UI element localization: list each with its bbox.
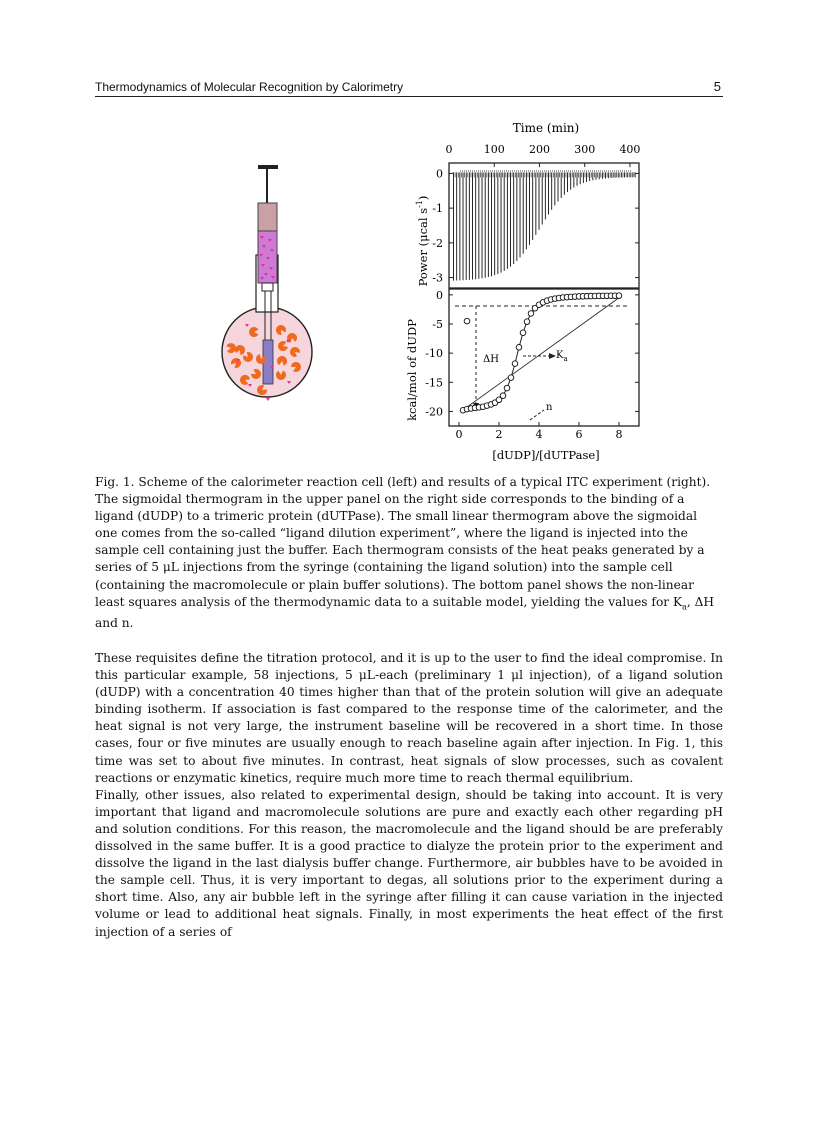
upper-ylabel-tail: ) [416, 195, 430, 201]
isotherm-point [616, 293, 622, 299]
plunger-block [258, 203, 277, 231]
upper-ytick-label: 0 [436, 167, 443, 181]
lower-panel [425, 289, 639, 426]
isotherm-point [508, 375, 514, 381]
first-injection-point [464, 318, 470, 324]
bottom-tick-label: 8 [615, 428, 623, 441]
caption-text-end: , ΔH and n. [95, 594, 715, 631]
page-number: 5 [713, 79, 721, 94]
calorimeter-scheme [222, 165, 312, 401]
Ka-label [556, 350, 568, 363]
caption-text: Fig. 1. Scheme of the calorimeter reaction cell (left) and results of a typical ITC experiment (right). The sigmoidal thermogram in the upper panel on the right side corresponds to the binding of a ligand (dUDP) to a trimeric protein (dUTPase). The small linear thermogram above the sigmoidal one comes from the so-called “ligand dilution experiment”, where the ligand is injected into the sample cell containing just the buffer. Each thermogram consists of the heat peaks generated by a series of 5 μL injections from the syringe (containing the ligand solution) into the sample cell (containing the macromolecule or plain buffer solutions). The bottom panel shows the non-linear least squares analysis of the thermodynamic data to a suitable model, yielding the values for K [95, 475, 711, 609]
lower-y-axis-label: kcal/mol of dUDP [405, 319, 419, 421]
isotherm-points [460, 293, 622, 413]
thermogram-peaks [454, 172, 636, 280]
plunger-handle [258, 165, 278, 169]
top-tick-label: 300 [574, 143, 596, 156]
bottom-tick-label: 4 [535, 428, 543, 441]
isotherm-point [504, 385, 510, 391]
upper-ytick-label: -1 [432, 202, 443, 216]
bottom-tick-labels [456, 428, 623, 441]
isotherm-point [516, 344, 522, 350]
figure-caption [95, 474, 723, 632]
caption-subscript: a [682, 602, 687, 612]
running-title: Thermodynamics of Molecular Recognition by Calorimetry [95, 80, 404, 94]
bottom-tick-label: 0 [455, 428, 463, 441]
bottom-axis-label: [dUDP]/[dUTPase] [492, 448, 600, 462]
bottom-tick-label: 6 [575, 428, 583, 441]
n-dashed-line [530, 410, 544, 420]
Ka-label-sub: a [563, 355, 568, 363]
Ka-label-main: K [556, 350, 564, 361]
Ka-arrowhead [549, 353, 556, 359]
upper-y-axis-label [415, 196, 430, 287]
lower-ytick-label: -10 [425, 347, 443, 361]
isotherm-point [520, 330, 526, 336]
lower-ytick-label: -15 [425, 376, 443, 390]
isotherm-point [500, 393, 506, 399]
top-axis-label: Time (min) [512, 121, 580, 135]
dH-label: ΔH [483, 354, 499, 365]
isotherm-point [524, 319, 530, 325]
top-tick-label: 100 [483, 143, 505, 156]
upper-ylabel-main: Power (μcal s [416, 207, 430, 287]
top-tick-label: 400 [619, 143, 641, 156]
isotherm-point [512, 361, 518, 367]
isotherm-point [528, 311, 534, 317]
upper-panel [432, 163, 639, 288]
upper-ytick-label: -3 [432, 271, 443, 285]
lower-ytick-label: -20 [425, 405, 443, 419]
top-tick-label: 0 [445, 143, 453, 156]
lower-ytick-label: 0 [436, 288, 443, 302]
top-tick-label: 200 [528, 143, 550, 156]
bottom-tick-label: 2 [495, 428, 503, 441]
upper-ylabel-sup: -1 [415, 200, 424, 208]
paragraph: Finally, other issues, also related to experimental design, should be taking into account. It is very important that ligand and macromolecule solutions are pure and exactly each other regarding pH and solution conditions. For this reason, the macromolecule and the ligand should be are preferably dissolved in the same buffer. It is a good practice to dialyze the protein prior to the experiment and dissolve the ligand in the last dialysis buffer change. Furthermore, air bubbles have to be avoided in the sample cell. Thus, it is very important to degas, all solutions prior to the experiment during a short time. Also, any air bubble left in the syringe after filling it can cause variation in the injected volume or lead to additional heat signals. Finally, in most experiments the heat effect of the first injection of a series of [95, 787, 723, 939]
lower-ytick-label: -5 [432, 317, 443, 331]
cell-ligand-drop [266, 398, 270, 401]
outlier-point [464, 318, 470, 324]
paragraph: These requisites define the titration protocol, and it is up to the user to find the ideal compromise. In this particular example, 58 injections, 5 μL-each (preliminary 1 μl injection), of a ligand solution (dUDP) with a concentration 40 times higher than that of the protein solution will give an adequate binding isotherm. If association is fast compared to the response time of the calorimeter, and the heat signal is not very large, the instrument baseline will be recovered in a short time. In those cases, four or five minutes are usually enough to reach baseline again after injection. In Fig. 1, this time was set to about five minutes. In contrast, heat signals of slow processes, such as covalent reactions or enzymatic kinetics, require much more time to reach thermal equilibrium. [95, 651, 723, 785]
n-label: n [546, 402, 553, 413]
upper-ytick-label: -2 [432, 236, 443, 250]
upper-panel-frame [449, 163, 639, 288]
body-text [95, 650, 723, 941]
top-tick-labels [446, 143, 641, 156]
figure-1 [0, 0, 816, 470]
